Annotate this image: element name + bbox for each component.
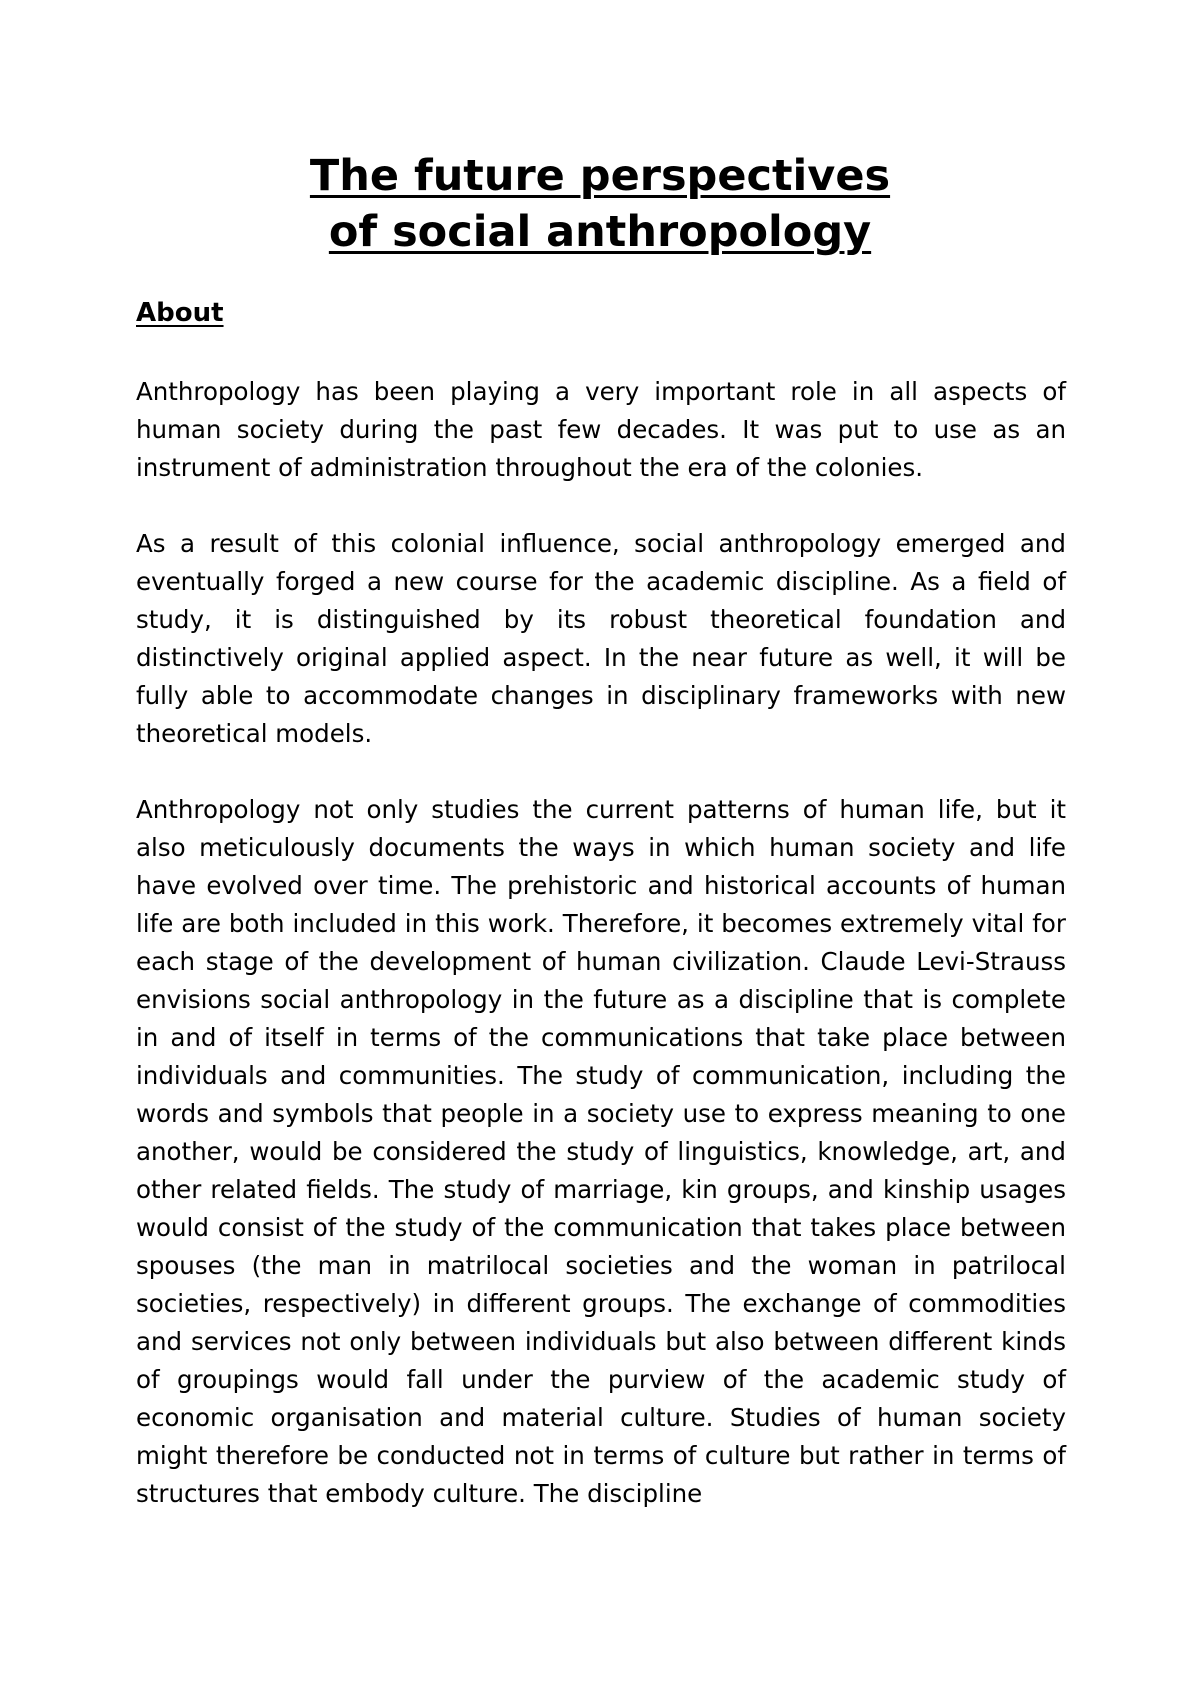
page-title — [0, 148, 1200, 260]
title-line-1: The future perspectives — [309, 151, 891, 201]
section-heading-about: About — [136, 298, 224, 328]
paragraph-2: As a result of this colonial influence, social anthropology emerged and eventually forged a new course for the academic discipline. As a field of study, it is distinguished by its robust theoretical foundation and distinctively original applied aspect. In the near future as well, it will be fully able to accommodate changes in disciplinary frameworks with new theoretical models. — [136, 529, 1066, 748]
paragraph-1: Anthropology has been playing a very important role in all aspects of human society during the past few decades. It was put to use as an instrument of administration throughout the era of the colonies. — [136, 377, 1066, 482]
document-body — [136, 373, 1066, 1551]
title-line-2: of social anthropology — [328, 207, 872, 257]
paragraph-3: Anthropology not only studies the current patterns of human life, but it also meticulously documents the ways in which human society and life have evolved over time. The prehistoric and historical accounts of human life are both included in this work. Therefore, it becomes extremely vital for each stage of the development of human civilization. Claude Levi-Strauss envisions social anthropology in the future as a discipline that is complete in and of itself in terms of the communications that take place between individuals and communities. The study of communication, including the words and symbols that people in a society use to express meaning to one another, would be considered the study of linguistics, knowledge, art, and other related fields. The study of marriage, kin groups, and kinship usages would consist of the study of the communication that takes place between spouses (the man in matrilocal societies and the woman in patrilocal societies, respectively) in different groups. The exchange of commodities and services not only between individuals but also between different kinds of groupings would fall under the purview of the academic study of economic organisation and material culture. Studies of human society might therefore be conducted not in terms of culture but rather in terms of structures that embody culture. The discipline — [136, 795, 1066, 1508]
